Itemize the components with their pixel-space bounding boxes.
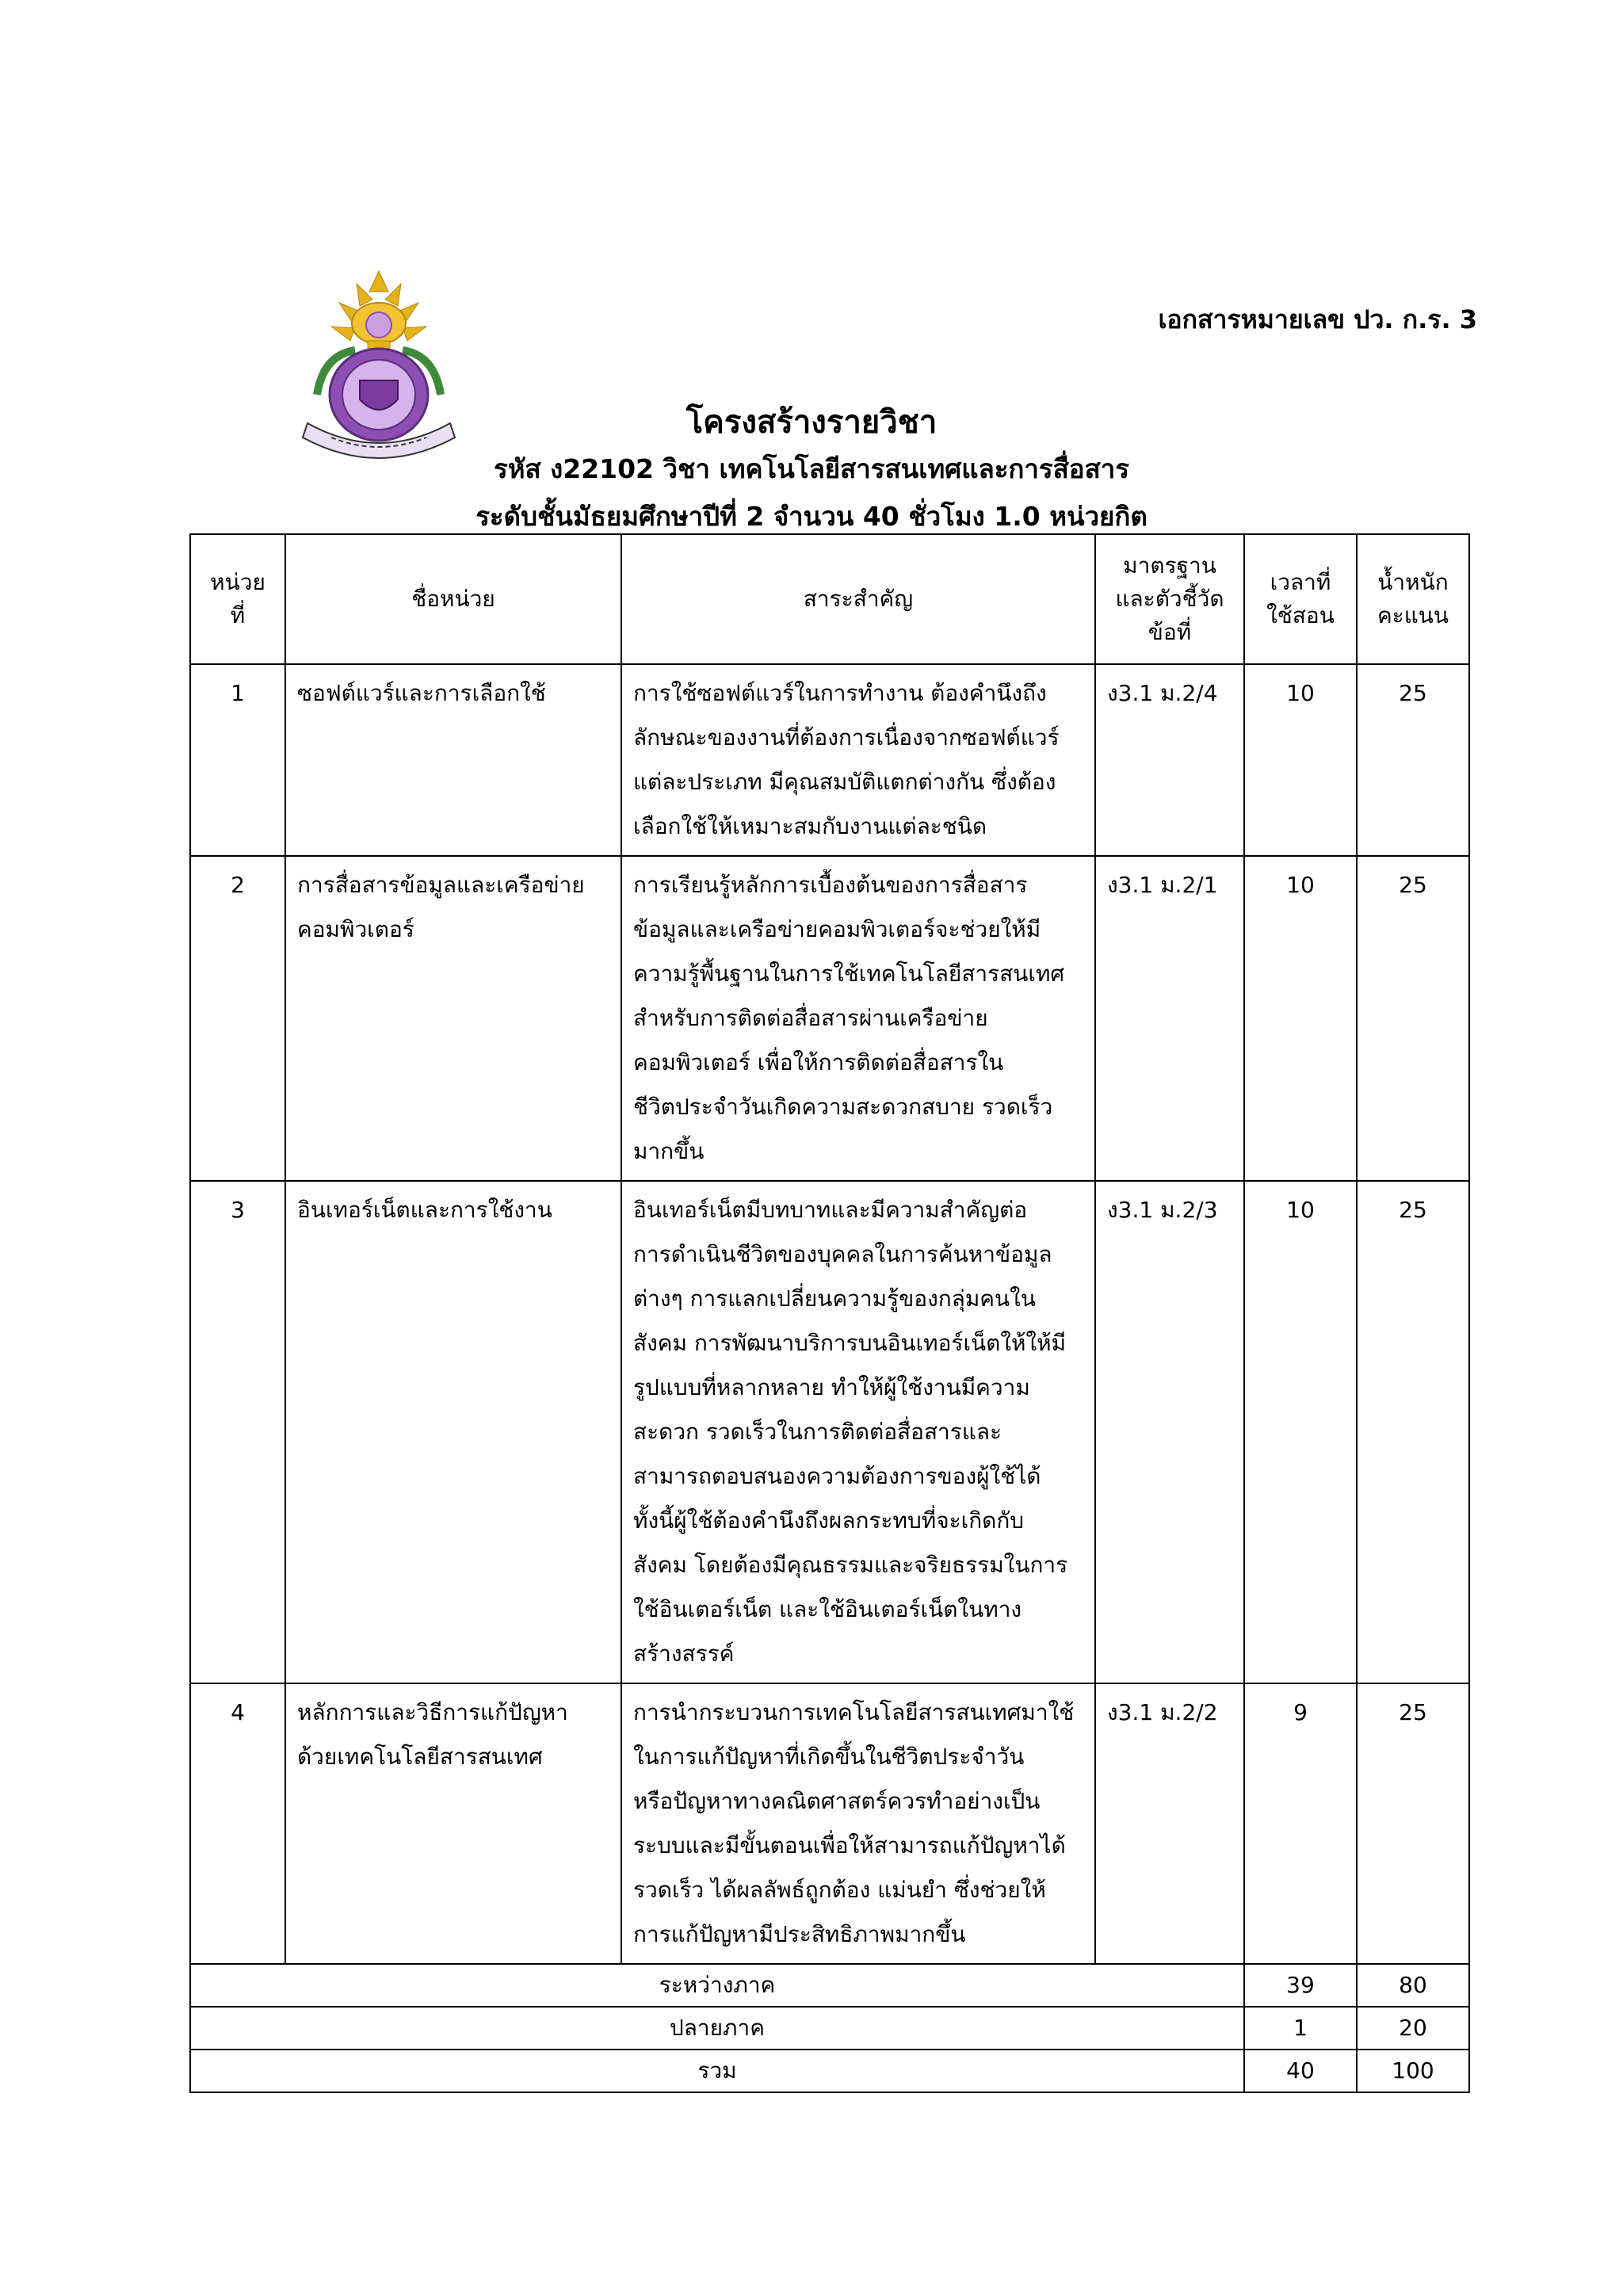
summary-weight: 100 xyxy=(1357,2050,1469,2092)
unit-standard: ง3.1 ม.2/4 xyxy=(1095,664,1244,856)
unit-hours: 10 xyxy=(1244,856,1357,1181)
header-weight: น้ำหนัก คะแนน xyxy=(1357,534,1469,664)
unit-weight: 25 xyxy=(1357,856,1469,1181)
table-row xyxy=(190,664,1469,856)
unit-hours: 10 xyxy=(1244,664,1357,856)
document-number: เอกสารหมายเลข ปว. ก.ร. 3 xyxy=(1158,304,1477,334)
summary-row-total xyxy=(190,2050,1469,2092)
unit-name: การสื่อสารข้อมูลและเครือข่าย คอมพิวเตอร์ xyxy=(285,856,621,1181)
header-unit-name: ชื่อหน่วย xyxy=(285,534,621,664)
unit-standard: ง3.1 ม.2/3 xyxy=(1095,1181,1244,1683)
summary-hours: 1 xyxy=(1244,2007,1357,2050)
table-row xyxy=(190,856,1469,1181)
summary-row-midterm xyxy=(190,1964,1469,2007)
header-essence: สาระสำคัญ xyxy=(621,534,1095,664)
summary-label: ระหว่างภาค xyxy=(190,1964,1244,2007)
summary-hours: 40 xyxy=(1244,2050,1357,2092)
summary-weight: 80 xyxy=(1357,1964,1469,2007)
unit-hours: 9 xyxy=(1244,1683,1357,1964)
unit-standard: ง3.1 ม.2/2 xyxy=(1095,1683,1244,1964)
unit-weight: 25 xyxy=(1357,664,1469,856)
unit-name: หลักการและวิธีการแก้ปัญหา ด้วยเทคโนโลยีสารสนเทศ xyxy=(285,1683,621,1964)
header-unit-no: หน่วย ที่ xyxy=(190,534,285,664)
unit-essence: การใช้ซอฟต์แวร์ในการทำงาน ต้องคำนึงถึง ลักษณะของงานที่ต้องการเนื่องจากซอฟต์แวร์ แต่ละประเภท มีคุณสมบัติแตกต่างกัน ซึ่งต้อง เลือกใช้ให้เหมาะสมกับงานแต่ละชนิด xyxy=(621,664,1095,856)
course-code-title: รหัส ง22102 วิชา เทคโนโลยีสารสนเทศและการสื่อสาร xyxy=(493,453,1130,484)
unit-hours: 10 xyxy=(1244,1181,1357,1683)
table-header-row xyxy=(190,534,1469,664)
unit-number: 3 xyxy=(190,1181,285,1683)
table-row xyxy=(190,1683,1469,1964)
unit-essence: การเรียนรู้หลักการเบื้องต้นของการสื่อสาร ข้อมูลและเครือข่ายคอมพิวเตอร์จะช่วยให้มี ความรู้พื้นฐานในการใช้เทคโนโลยีสารสนเทศ สำหรับการติดต่อสื่อสารผ่านเครือข่าย คอมพิวเตอร์ เพื่อให้การติดต่อสื่อสารใน ชีวิตประจำวันเกิดความสะดวกสบาย รวดเร็ว มากขึ้น xyxy=(621,856,1095,1181)
unit-standard: ง3.1 ม.2/1 xyxy=(1095,856,1244,1181)
unit-number: 4 xyxy=(190,1683,285,1964)
unit-weight: 25 xyxy=(1357,1683,1469,1964)
unit-name: ซอฟต์แวร์และการเลือกใช้ xyxy=(285,664,621,856)
unit-number: 1 xyxy=(190,664,285,856)
unit-weight: 25 xyxy=(1357,1181,1469,1683)
header-hours: เวลาที่ ใช้สอน xyxy=(1244,534,1357,664)
summary-label: รวม xyxy=(190,2050,1244,2092)
summary-weight: 20 xyxy=(1357,2007,1469,2050)
summary-row-final xyxy=(190,2007,1469,2050)
course-level-title: ระดับชั้นมัธยมศึกษาปีที่ 2 จำนวน 40 ชั่วโมง 1.0 หน่วยกิต xyxy=(475,501,1148,532)
summary-hours: 39 xyxy=(1244,1964,1357,2007)
unit-essence: อินเทอร์เน็ตมีบทบาทและมีความสำคัญต่อ การดำเนินชีวิตของบุคคลในการค้นหาข้อมูล ต่างๆ การแลกเปลี่ยนความรู้ของกลุ่มคนใน สังคม การพัฒนาบริการบนอินเทอร์เน็ตให้ให้มี รูปแบบที่หลากหลาย ทำให้ผู้ใช้งานมีความ สะดวก รวดเร็วในการติดต่อสื่อสารและ สามารถตอบสนองความต้องการของผู้ใช้ได้ ทั้งนี้ผู้ใช้ต้องคำนึงถึงผลกระทบที่จะเกิดกับ สังคม โดยต้องมีคุณธรรมและจริยธรรมในการ ใช้อินเตอร์เน็ต และใช้อินเตอร์เน็ตในทาง สร้างสรรค์ xyxy=(621,1181,1095,1683)
summary-label: ปลายภาค xyxy=(190,2007,1244,2050)
unit-number: 2 xyxy=(190,856,285,1181)
unit-essence: การนำกระบวนการเทคโนโลยีสารสนเทศมาใช้ ในการแก้ปัญหาที่เกิดขึ้นในชีวิตประจำวัน หรือปัญหาทางคณิตศาสตร์ควรทำอย่างเป็น ระบบและมีขั้นตอนเพื่อให้สามารถแก้ปัญหาได้ รวดเร็ว ได้ผลลัพธ์ถูกต้อง แม่นยำ ซึ่งช่วยให้ การแก้ปัญหามีประสิทธิภาพมากขึ้น xyxy=(621,1683,1095,1964)
header-standard: มาตรฐาน และตัวชี้วัด ข้อที่ xyxy=(1095,534,1244,664)
curriculum-structure-table xyxy=(189,533,1470,2093)
table-row xyxy=(190,1181,1469,1683)
page-title: โครงสร้างรายวิชา xyxy=(685,404,938,441)
unit-name: อินเทอร์เน็ตและการใช้งาน xyxy=(285,1181,621,1683)
